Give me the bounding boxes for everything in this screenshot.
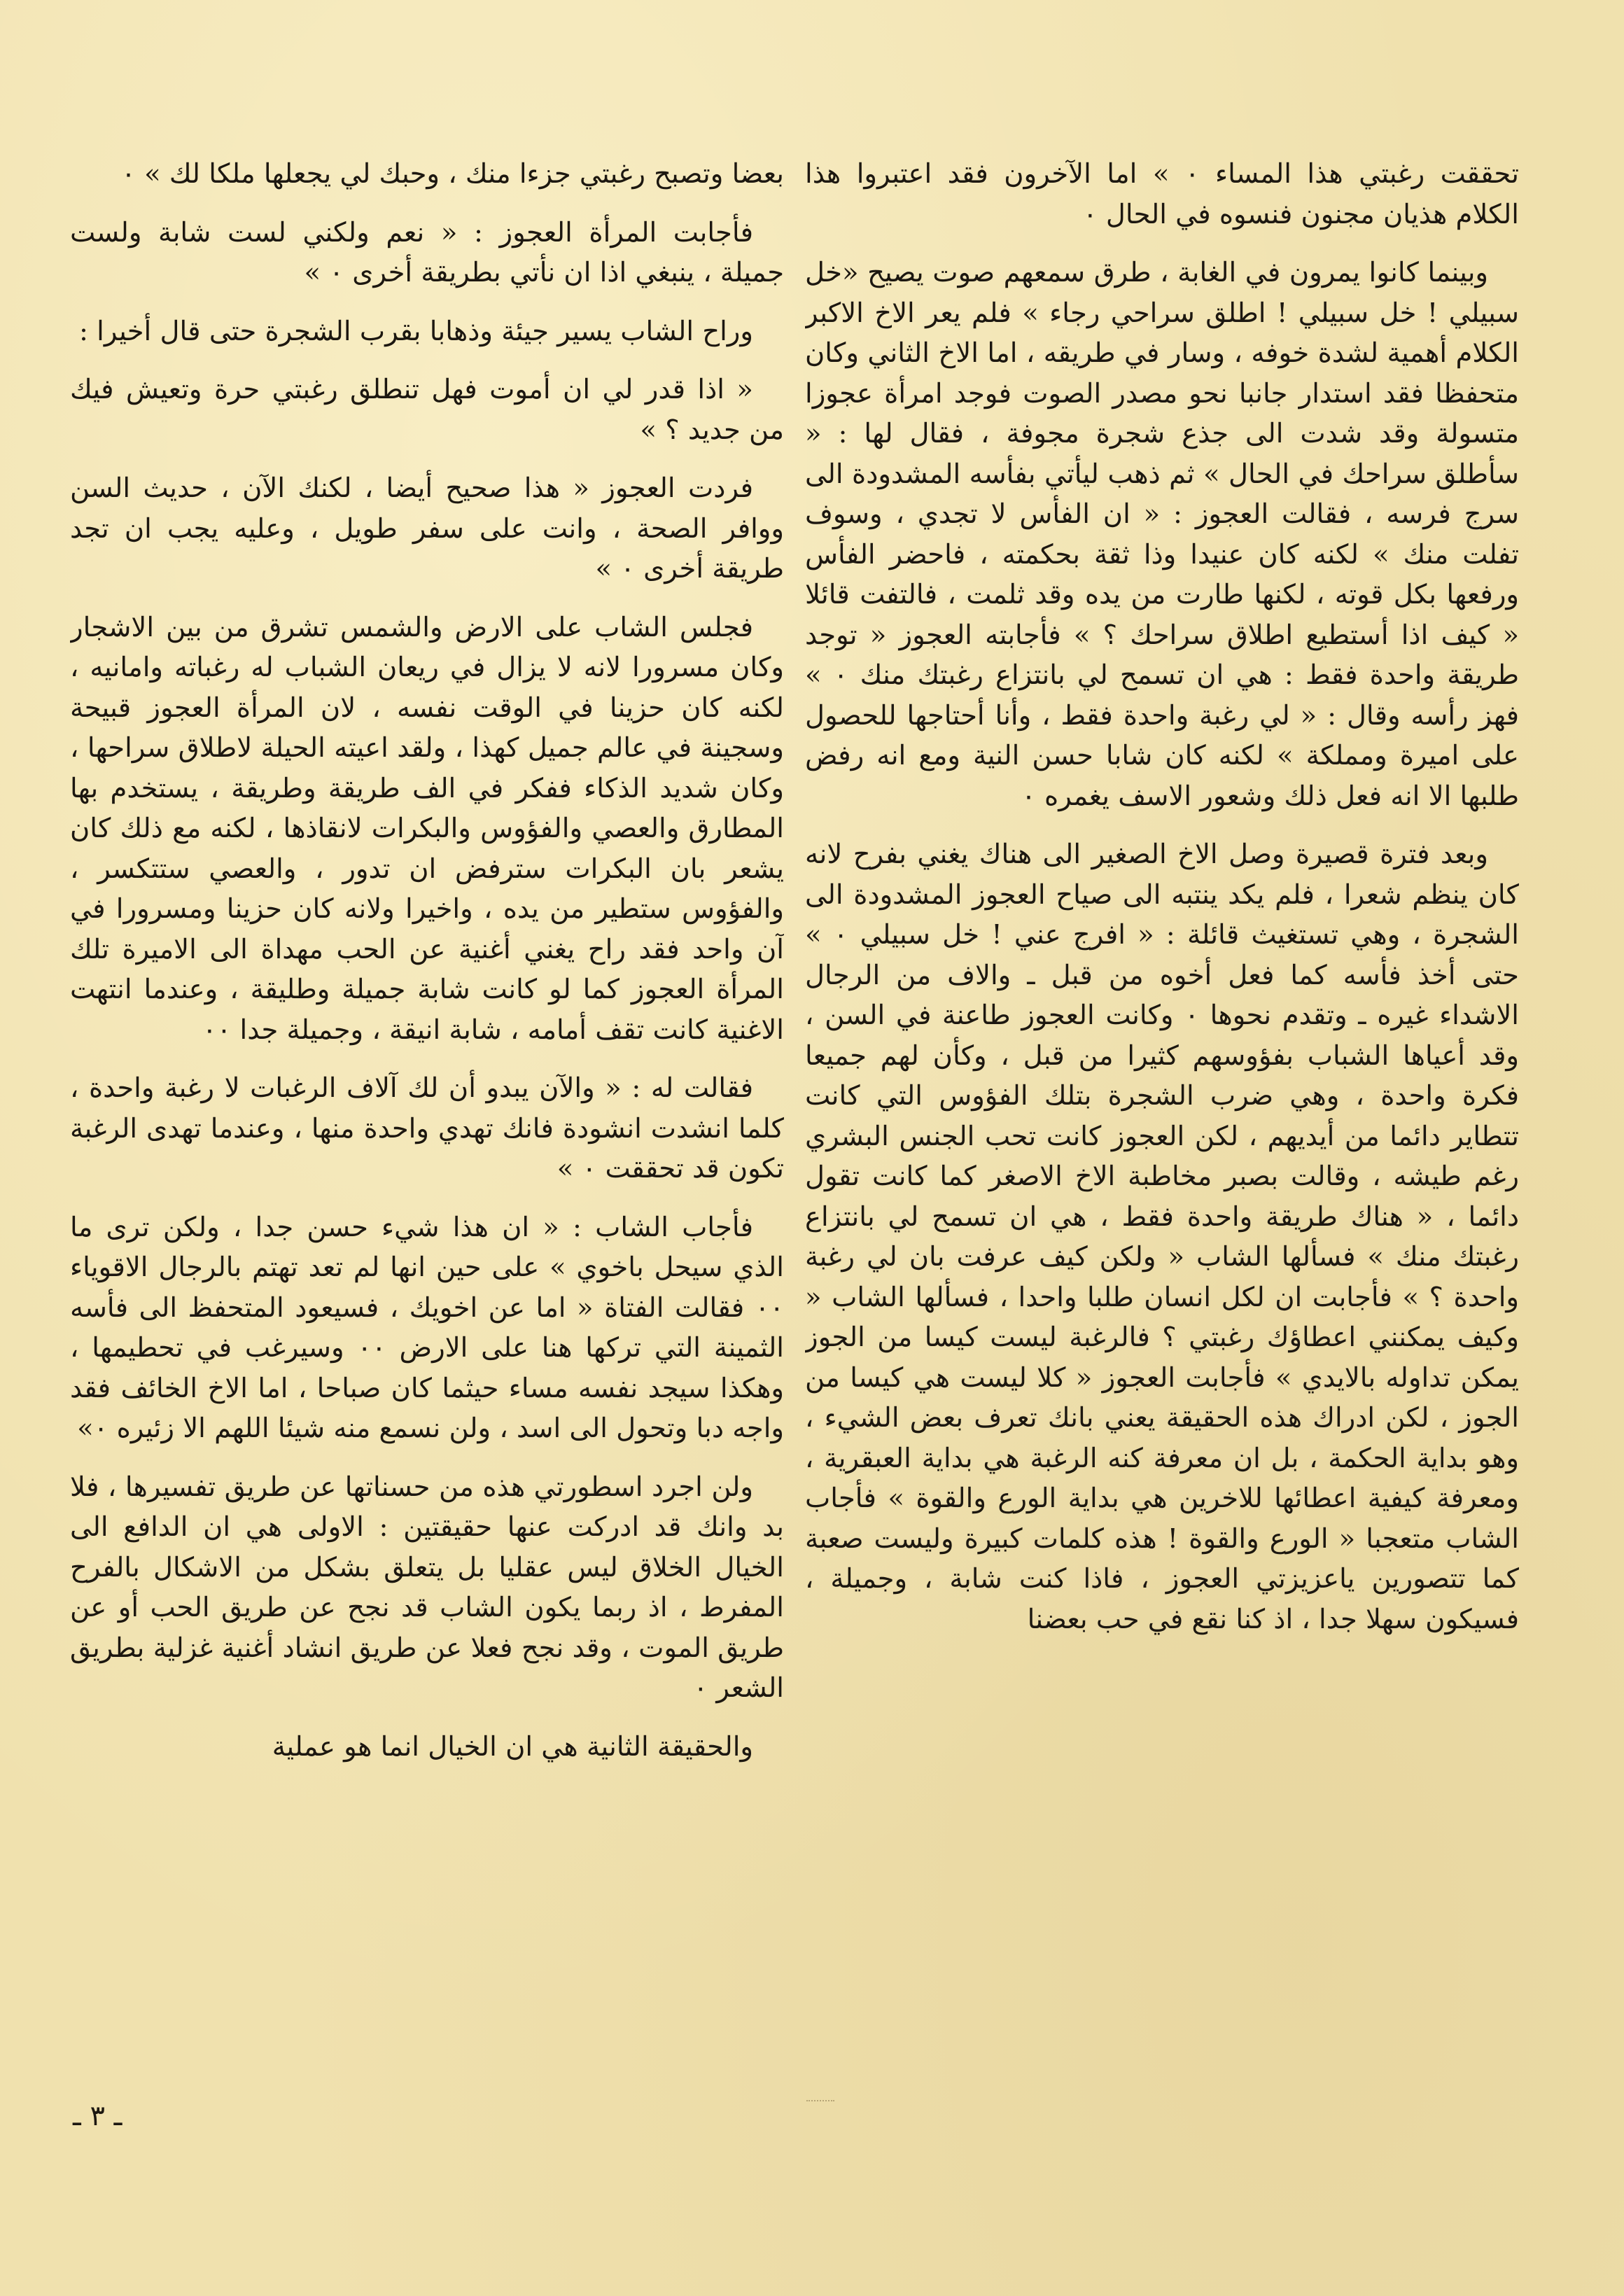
paragraph: وراح الشاب يسير جيئة وذهابا بقرب الشجرة حتى قال أخيرا : [78,315,753,347]
paragraph: فردت العجوز « هذا صحيح أيضا ، لكنك الآن ، حديث السن ووافر الصحة ، وانت على سفر طويل ، وعليه يجب ان تجد طريقة أخرى ٠ » [70,472,784,584]
text-column-right [805,154,1519,2058]
paragraph: « اذا قدر لي ان أموت فهل تنطلق رغبتي حرة وتعيش فيك من جديد ؟ » [70,374,784,446]
paragraph: تحققت رغبتي هذا المساء ٠ » اما الآخرون فقد اعتبروا هذا الكلام هذيان مجنون فنسوه في الحال ٠ [805,158,1519,230]
paragraph: والحقيقة الثانية هي ان الخيال انما هو عملية [272,1730,753,1763]
page-number: ـ ٣ ـ [73,2100,122,2132]
paragraph: وبينما كانوا يمرون في الغابة ، طرق سمعهم صوت يصيح «خل سبيلي ! خل سبيلي ! اطلق سراحي رجاء » فلم يعر الاخ الاكبر الكلام أهمية لشدة خوفه ، وسار في طريقه ، اما الاخ الثاني وكان متحفظا فقد استدار جانبا نحو مصدر الصوت فوجد امرأة عجوزا متسولة وقد شدت الى جذع شجرة مجوفة ، فقال لها : « سأطلق سراحك في الحال » ثم ذهب ليأتي بفأسه المشدودة الى سرج فرسه ، فقالت العجوز : « ان الفأس لا تجدي ، وسوف تفلت منك » لكنه كان عنيدا وذا ثقة بحكمته ، فاحضر الفأس ورفعها بكل قوته ، لكنها طارت من يده وقد ثلمت ، فالتفت قائلا « كيف اذا أستطيع اطلاق سراحك ؟ » فأجابته العجوز « توجد طريقة واحدة فقط : هي ان تسمح لي بانتزاع رغبتك منك ٠ » فهز رأسه وقال : « لي رغبة واحدة فقط ، وأنا أحتاجها للحصول على اميرة ومملكة » لكنه كان شابا حسن النية ومع انه رفض طلبها الا انه فعل ذلك وشعور الاسف يغمره ٠ [805,257,1519,812]
paragraph: فأجاب الشاب : « ان هذا شيء حسن جدا ، ولكن ترى ما الذي سيحل باخوي » على حين انها لم تعد تهتم بالرجال الاقوياء ٠٠ فقالت الفتاة « اما عن اخويك ، فسيعود المتحفظ الى فأسه الثمينة التي تركها هنا على الارض ٠٠ وسيرغب في تحطيمها ، وهكذا سيجد نفسه مساء حيثما كان صباحا ، اما الاخ الخائف فقد واجه دبا وتحول الى اسد ، ولن نسمع منه شيئا اللهم الا زئيره ٠» [70,1211,784,1444]
text-column-left [70,154,784,2058]
paragraph: فأجابت المرأة العجوز : « نعم ولكني لست شابة ولست جميلة ، ينبغي اذا ان نأتي بطريقة أخرى ٠ » [70,216,784,288]
paragraph: بعضا وتصبح رغبتي جزءا منك ، وحبك لي يجعلها ملكا لك » ٠ [121,158,784,190]
paragraph: وبعد فترة قصيرة وصل الاخ الصغير الى هناك يغني بفرح لانه كان ينظم شعرا ، فلم يكد ينتبه الى صياح العجوز المشدودة الى الشجرة ، وهي تستغيث قائلة : « افرج عني ! خل سبيلي ٠ » حتى أخذ فأسه كما فعل أخوه من قبل ـ والاف من الرجال الاشداء غيره ـ وتقدم نحوها ٠ وكانت العجوز طاعنة في السن ، وقد أعياها الشباب بفؤوسهم كثيرا من قبل ، وكأن لهم جميعا فكرة واحدة ، وهي ضرب الشجرة بتلك الفؤوس التي كانت تتطاير دائما من أيديهم ، لكن العجوز كانت تحب الجنس البشري رغم طيشه ، وقالت بصبر مخاطبة الاخ الاصغر كما كانت تقول دائما ، « هناك طريقة واحدة فقط ، هي ان تسمح لي بانتزاع رغبتك منك » فسألها الشاب « ولكن كيف عرفت بان لي رغبة واحدة ؟ » فأجابت ان لكل انسان طلبا واحدا ، فسألها الشاب « وكيف يمكنني اعطاؤك رغبتي ؟ فالرغبة ليست كيسا من الجوز يمكن تداوله بالايدي » فأجابت العجوز « كلا ليست هي كيسا من الجوز ، لكن ادراك هذه الحقيقة يعني بانك تعرف بعض الشيء ، وهو بداية الحكمة ، بل ان معرفة كنه الرغبة هي بداية العبقرية ، ومعرفة كيفية اعطائها للاخرين هي بداية الورع والقوة » فأجاب الشاب متعجبا « الورع والقوة ! هذه كلمات كبيرة وليست صعبة كما تتصورين ياعزيزتي العجوز ، فاذا كنت شابة ، وجميلة ، فسيكون سهلا جدا ، اذ كنا نقع في حب بعضنا [805,839,1519,1635]
paragraph: فجلس الشاب على الارض والشمس تشرق من بين الاشجار وكان مسرورا لانه لا يزال في ريعان الشباب له رغباته وامانيه ، لكنه كان حزينا في الوقت نفسه ، لان المرأة العجوز قبيحة وسجينة في عالم جميل كهذا ، ولقد اعيته الحيلة لاطلاق سراحها ، وكان شديد الذكاء ففكر في الف طريقة وطريقة ، يستخدم بها المطارق والعصي والفؤوس والبكرات لانقاذها ، لكنه مع ذلك كان يشعر بان البكرات سترفض ان تدور ، والعصي ستتكسر ، والفؤوس ستطير من يده ، واخيرا ولانه كان حزينا ومسرورا في آن واحد فقد راح يغني أغنية عن الحب مهداة الى الاميرة تلك المرأة العجوز كما لو كانت شابة جميلة وطليقة ، وعندما انتهت الاغنية كانت تقف أمامه ، شابة انيقة ، وجميلة جدا ٠٠ [70,611,784,1046]
paragraph: فقالت له : « والآن يبدو أن لك آلاف الرغبات لا رغبة واحدة ، كلما انشدت انشودة فانك تهدي واحدة منها ، وعندما تهدى الرغبة تكون قد تحققت ٠ » [70,1072,784,1184]
paragraph: ولن اجرد اسطورتي هذه من حسناتها عن طريق تفسيرها ، فلا بد وانك قد ادركت عنها حقيقتين : الاولى هي ان الدافع الى الخيال الخلاق ليس عقليا بل يتعلق بشكل من الاشكال بالفرح المفرط ، اذ ربما يكون الشاب قد نجح عن طريق الحب أو عن طريق الموت ، وقد نجح فعلا عن طريق انشاد أغنية غزلية بطريق الشعر ٠ [70,1471,784,1704]
gutter-mark [806,2100,834,2104]
